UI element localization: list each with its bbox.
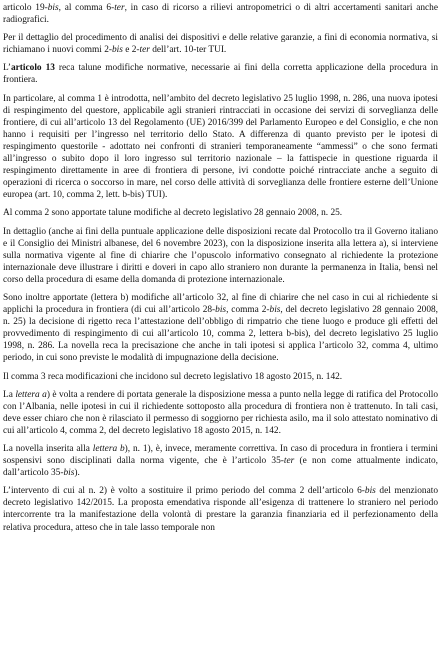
article-13-label: articolo 13 — [10, 63, 55, 74]
paragraph-6: In dettaglio (anche ai fini della puntuale applicazione delle disposizioni recate dal Protocollo tra il Governo italiano e il Consiglio dei Ministri albanese, del 6 novembre 2023), con la disposizione inserita alla lettera a), si interviene sulla normativa vigente al fine di chiarire che l’opuscolo informativo consegnato al richiedente la protezione internazionale deve illustrare i diritti e doveri in capo allo straniero non durante la permanenza in Italia, bensì nel corso della procedura di esame della domanda di protezione internazionale. — [3, 226, 438, 285]
paragraph-2: Per il dettaglio del procedimento di analisi dei dispositivi e delle relative garanzie, a fini di economia normativa, si richiamano i nuovi commi 2-bis e 2-ter dell’art. 10-ter TUI. — [3, 33, 438, 56]
paragraph-7: Sono inoltre apportate (lettera b) modifiche all’articolo 32, al fine di chiarire che nel caso in cui al richiedente si applichi la procedura in frontiera (di cui all’articolo 28-bis, comma 2-bis, del decreto legislativo 28 gennaio 2008, n. 25) la decisione di rigetto reca l’attestazione dell’obbligo di rimpatrio che tiene luogo e produce gli effetti del provvedimento di respingimento di cui all’articolo 10, comma 2, lettera b-bis), del decreto legislativo 25 luglio 1998, n. 286. La novella reca la precisazione che anche in tali ipotesi si applica l’articolo 32, comma 4, ultimo periodo, in cui sono previste le modalità di impugnazione della decisione. — [3, 292, 438, 364]
paragraph-1: articolo 19-bis, al comma 6-ter, in caso di ricorso a rilievi antropometrici o di altri accertamenti sanitari anche radiografici. — [3, 3, 438, 26]
paragraph-11: L’intervento di cui al n. 2) è volto a sostituire il primo periodo del comma 2 dell’articolo 6-bis del menzionato decreto legislativo 142/2015. La proposta emendativa risponde all’esigenza di trattenere lo straniero nel periodo intercorrente tra la manifestazione della volontà di prestare la garanzia finanziaria ed il perfezionamento della relativa procedura, atteso che in tale lasso temporale non — [3, 486, 438, 533]
paragraph-3-article-13: L’articolo 13 reca talune modifiche normative, necessarie ai fini della corretta applicazione della procedura in frontiera. — [3, 63, 438, 86]
paragraph-8: Il comma 3 reca modificazioni che incidono sul decreto legislativo 18 agosto 2015, n. 142. — [3, 371, 343, 382]
paragraph-5: Al comma 2 sono apportate talune modifiche al decreto legislativo 28 gennaio 2008, n. 25. — [3, 208, 343, 219]
paragraph-4: In particolare, al comma 1 è introdotta, nell’ambito del decreto legislativo 25 luglio 1998, n. 286, una nuova ipotesi di respingimento del questore, applicabile agli stranieri rintracciati in occasione dei servizi di sorveglianza delle frontiere, di cui all’articolo 13 del Regolamento (UE) 2016/399 del Parlamento Europeo e del Consiglio, e che non hanno i requisiti per l’ingresso nel territorio dello Stato. A differenza di quanto previsto per le ipotesi di respingimento questorile - adottato nei confronti di stranieri temporaneamente “ammessi” o che sono fermati all’ingresso o subito dopo il loro ingresso sul territorio nazionale – la fattispecie in questione riguarda il respingimento direttamente in aree di frontiera di persone, ivi condotte poiché rintracciate anche a seguito di operazioni di ricerca o soccorso in mare, nel corso delle attività di sorveglianza delle frontiere esterne dell’Unione europea (art. 10, comma 2, lett. b-bis) TUI). — [3, 93, 438, 201]
paragraph-10: La novella inserita alla lettera b), n. 1), è, invece, meramente correttiva. In caso di procedura in frontiera i termini sospensivi sono disciplinati dalla norma vigente, che è l’articolo 35-ter (e non come attualmente indicato, dall’articolo 35-bis). — [3, 444, 438, 479]
paragraph-9: La lettera a) è volta a rendere di portata generale la disposizione messa a punto nella legge di ratifica del Protocollo con l’Albania, nelle ipotesi in cui il richiedente sottoposto alla procedura di frontiera non è trattenuto. In tali casi, deve esser chiaro che non è rilasciato il permesso di soggiorno per richiesta asilo, ma il solo attestato nominativo di cui all’articolo 4, comma 2, del decreto legislativo 18 agosto 2015, n. 142. — [3, 389, 438, 436]
